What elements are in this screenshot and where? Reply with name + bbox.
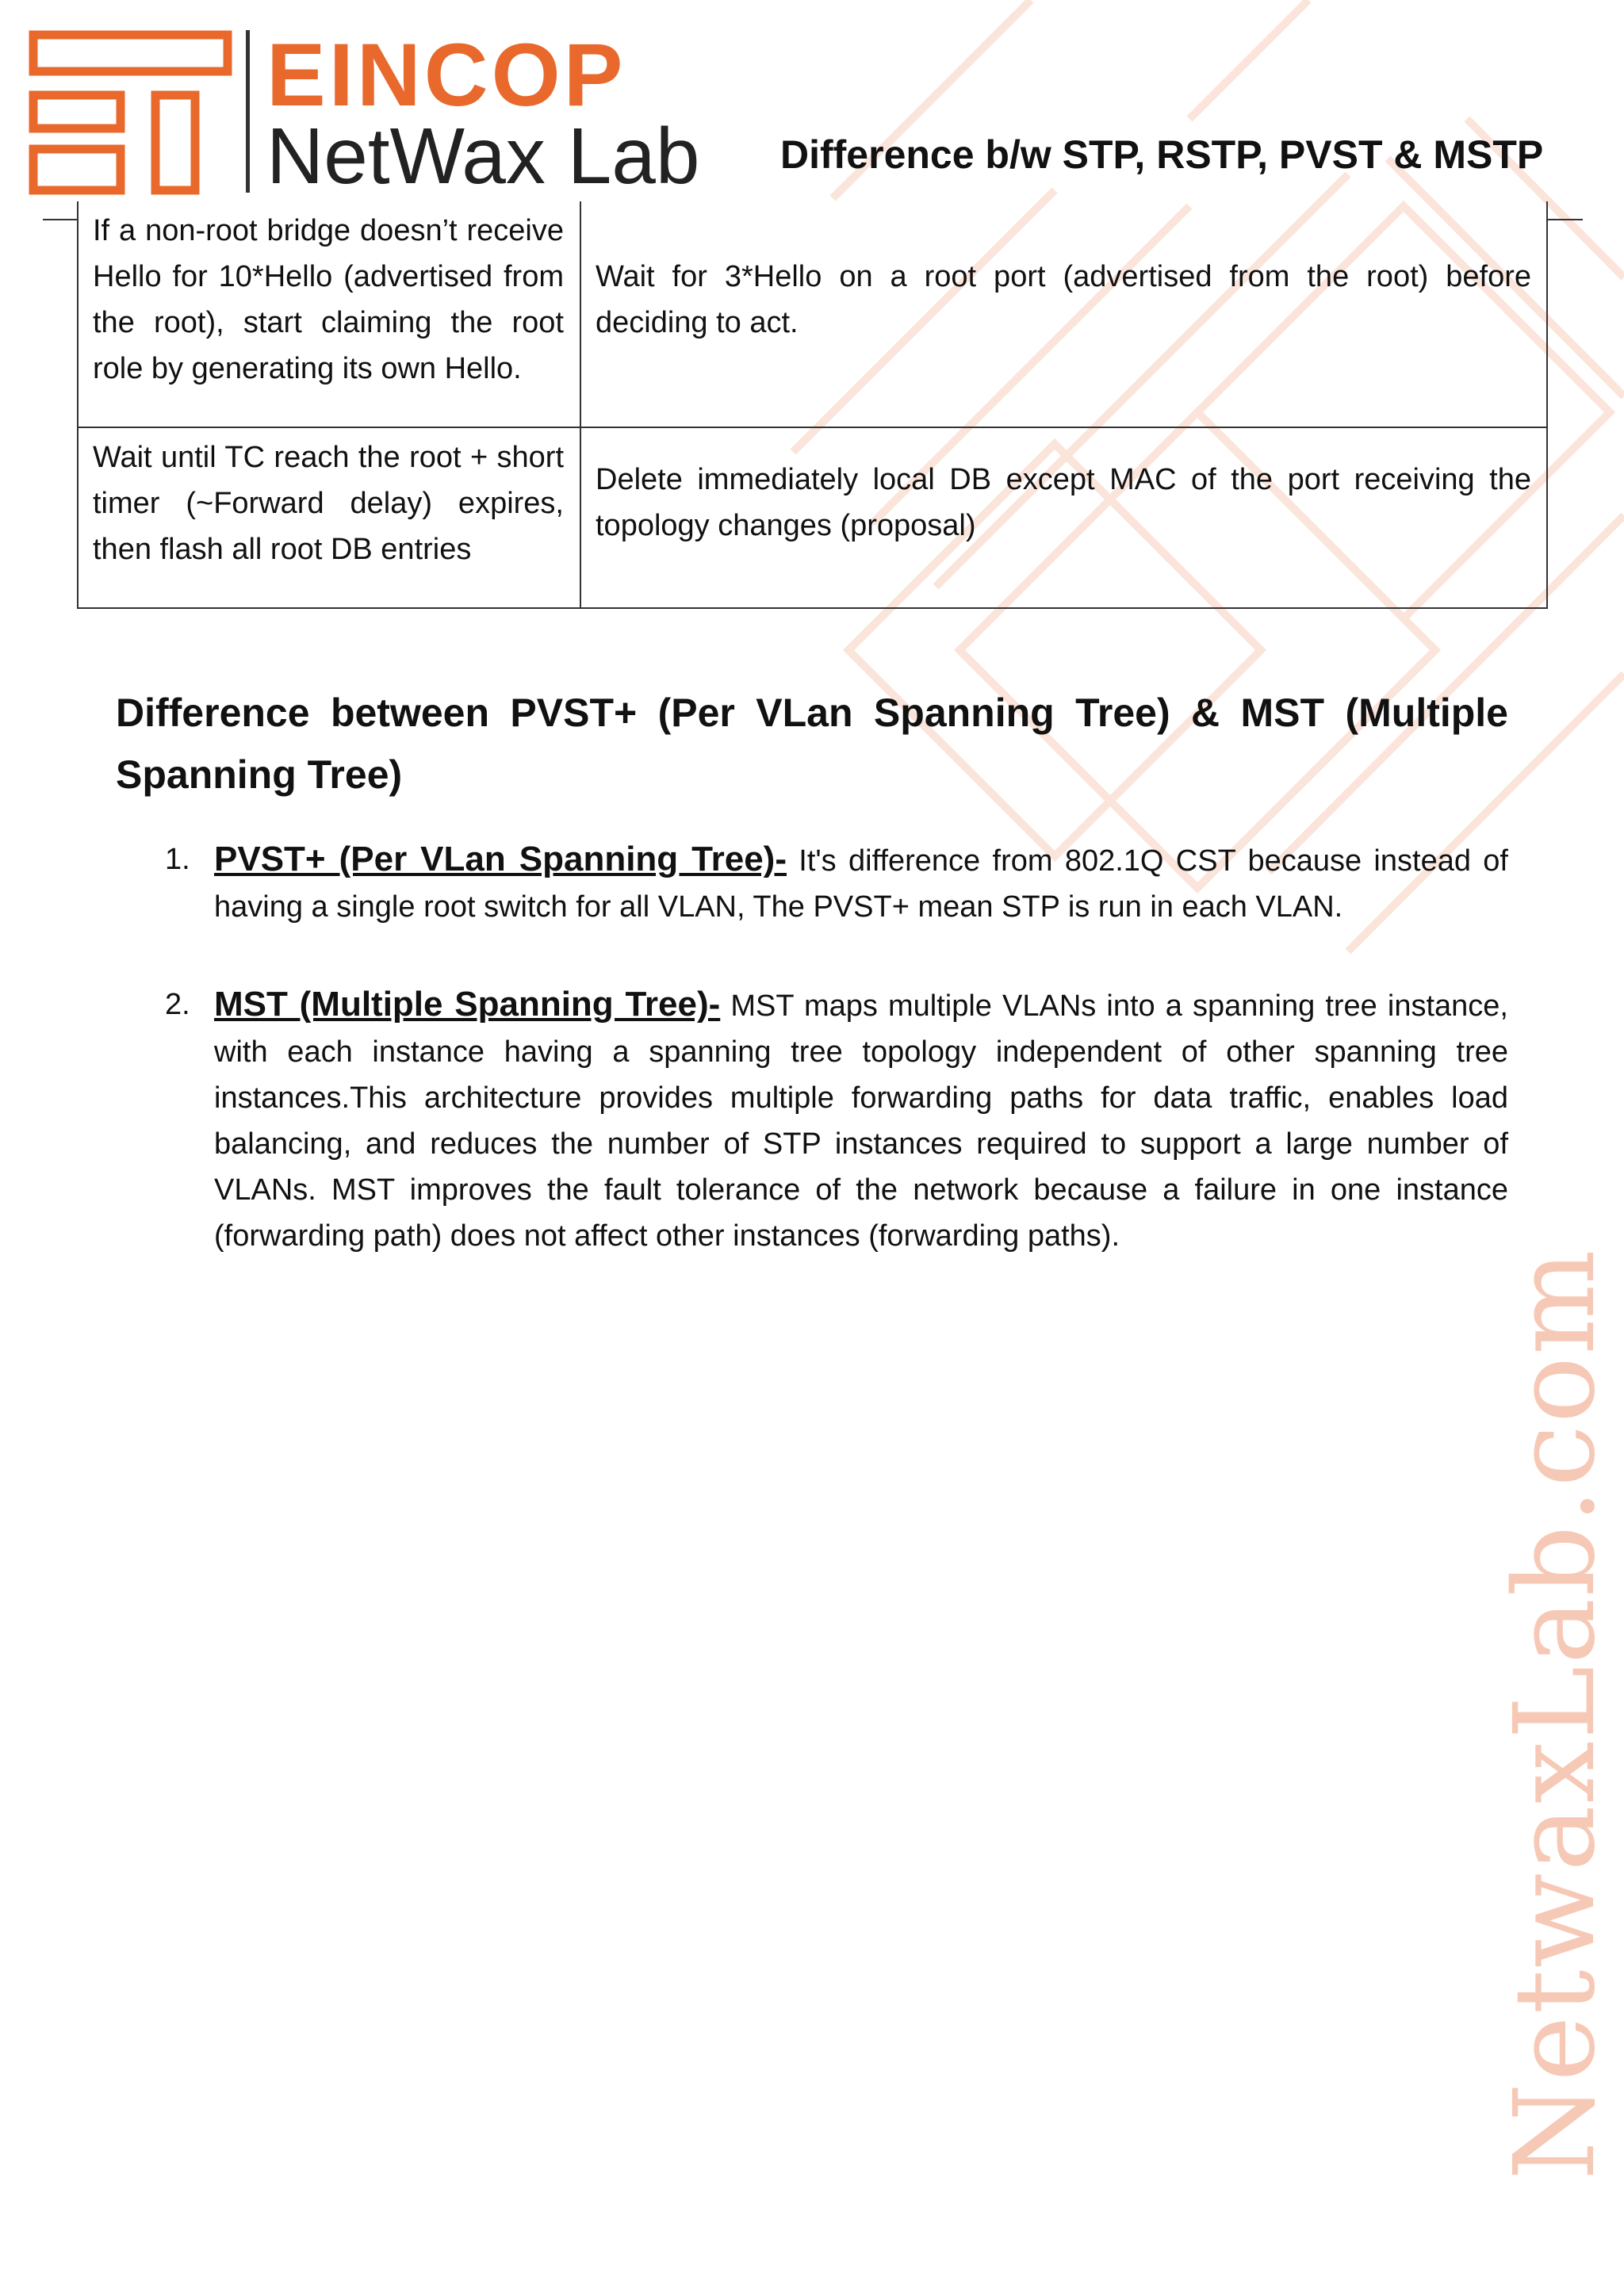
logo-subtitle-text: NetWax Lab [266, 112, 700, 201]
list-text: It's difference from 802.1Q CST because instead of having a single root switch for all VLAN, The PVST+ mean STP is run in each VLAN. [214, 844, 1508, 924]
table-cell-rstp-hello: Wait for 3*Hello on a root port (advertised from the root) before deciding to act. [596, 260, 1531, 339]
list-number: 1. [165, 843, 190, 876]
table-column-divider [580, 201, 581, 609]
table-row-divider [77, 427, 1548, 428]
logo-brand-text: EINCOP [266, 25, 626, 124]
list-number: 2. [165, 988, 190, 1021]
page-header-title: Difference b/w STP, RSTP, PVST & MSTP [780, 132, 1544, 177]
list-text: MST maps multiple VLANs into a spanning tree instance, with each instance having a spanning tree topology independent of other spanning tree instances.This architecture provides multiple forwarding paths for data traffic, enables load balancing, and reduces the number of STP instances required to support a large number of VLANs. MST improves the fault tolerance of the network because a failure in one instance (forwarding path) does not affect other instances (forwarding paths). [214, 989, 1508, 1253]
header-rule-left [43, 219, 78, 220]
table-cell-stp-hello: If a non-root bridge doesn’t receive Hello for 10*Hello (advertised from the root), start claiming the root role by generating its own Hello. [93, 214, 564, 385]
list-body [214, 836, 1508, 930]
table-cell-rstp-topology-change: Delete immediately local DB except MAC of the port receiving the topology changes (proposal) [596, 463, 1531, 542]
logo [29, 25, 700, 201]
list-term: MST (Multiple Spanning Tree)- [214, 985, 721, 1024]
header-rule-right [1548, 219, 1583, 220]
section-heading: Difference between PVST+ (Per VLan Spanning Tree) & MST (Multiple Spanning Tree) [116, 691, 1508, 797]
watermark-site-text: NetwaxLab.com [1491, 1248, 1620, 2180]
list-term: PVST+ (Per VLan Spanning Tree)- [214, 840, 787, 878]
list-body [214, 982, 1508, 1259]
logo-divider [246, 30, 250, 193]
logo-mark-icon [29, 30, 235, 197]
table-cell-stp-topology-change: Wait until TC reach the root + short timer (~Forward delay) expires, then flash all root DB entries [93, 441, 564, 566]
